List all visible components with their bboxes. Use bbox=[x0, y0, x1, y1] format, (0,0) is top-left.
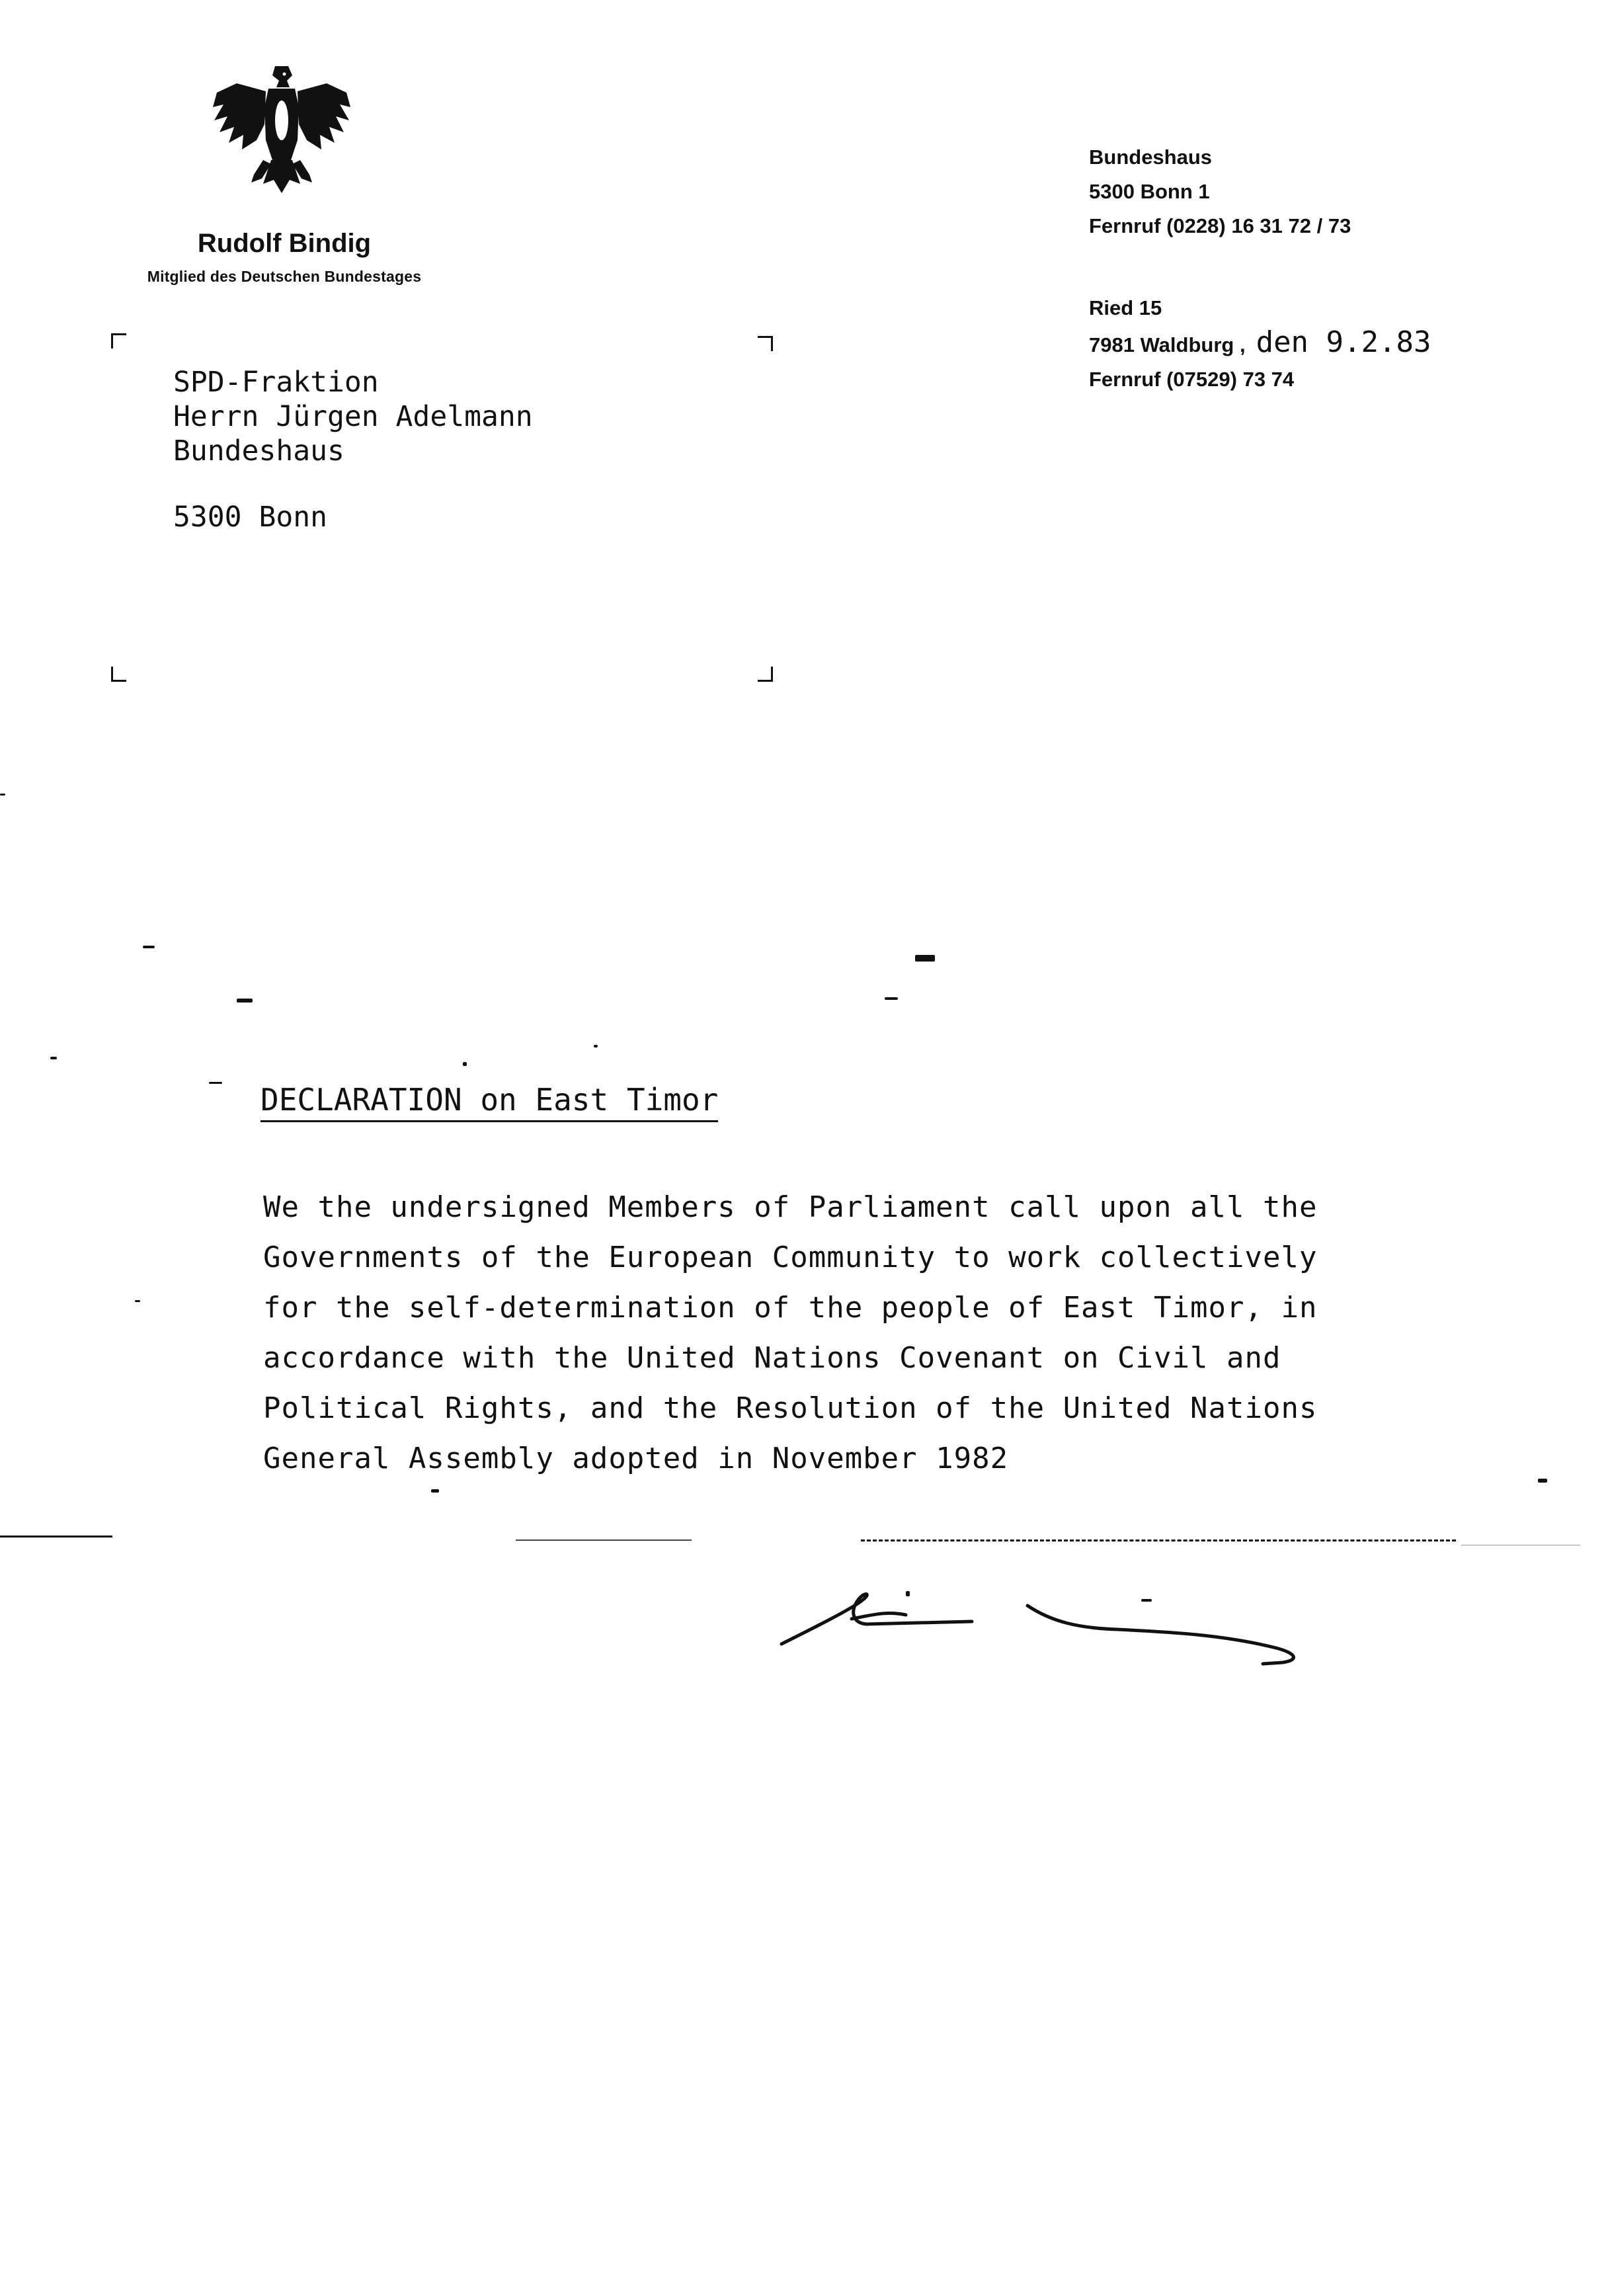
declaration-line: General Assembly adopted in November 1982 bbox=[263, 1442, 1009, 1475]
recipient-address bbox=[173, 365, 533, 534]
scan-speck bbox=[0, 794, 5, 796]
letter-date: den 9.2.83 bbox=[1256, 325, 1431, 359]
address-window-corner bbox=[758, 667, 773, 682]
scan-speck bbox=[237, 999, 253, 1003]
declaration-line: We the undersigned Members of Parliament call upon all the bbox=[263, 1190, 1318, 1224]
office-building: Bundeshaus bbox=[1089, 145, 1213, 169]
federal-eagle-icon bbox=[210, 61, 353, 200]
scan-speck bbox=[209, 1082, 222, 1084]
office-phone: Fernruf (0228) 16 31 72 / 73 bbox=[1089, 214, 1351, 237]
recipient-line: SPD-Fraktion bbox=[173, 366, 379, 399]
recipient-city: 5300 Bonn bbox=[173, 501, 327, 534]
recipient-line: Herrn Jürgen Adelmann bbox=[173, 400, 533, 433]
recipient-line: Bundeshaus bbox=[173, 434, 344, 468]
signature-line bbox=[861, 1539, 1456, 1541]
scan-speck bbox=[431, 1489, 439, 1493]
home-phone: Fernruf (07529) 73 74 bbox=[1089, 368, 1295, 391]
address-window-corner bbox=[111, 667, 126, 682]
address-window-corner bbox=[758, 336, 773, 351]
scan-speck bbox=[135, 1300, 140, 1302]
declaration-line: Political Rights, and the Resolution of the United Nations bbox=[263, 1391, 1318, 1425]
scan-speck bbox=[143, 946, 155, 948]
sender-name: Rudolf Bindig bbox=[197, 229, 372, 258]
home-city-date-line bbox=[1089, 325, 1431, 362]
declaration-line: for the self-determination of the people of East Timor, in bbox=[263, 1291, 1318, 1325]
divider-line bbox=[516, 1539, 692, 1541]
office-city: 5300 Bonn 1 bbox=[1089, 180, 1210, 203]
address-window-corner bbox=[111, 333, 126, 348]
declaration-line: accordance with the United Nations Covenant on Civil and bbox=[263, 1341, 1281, 1375]
home-address bbox=[1089, 291, 1431, 397]
declaration-title: DECLARATION on East Timor bbox=[261, 1082, 718, 1122]
declaration-line: Governments of the European Community to work collectively bbox=[263, 1241, 1318, 1274]
office-address bbox=[1089, 140, 1351, 243]
divider-line bbox=[0, 1536, 112, 1538]
declaration-body bbox=[263, 1182, 1546, 1484]
handwritten-signature bbox=[774, 1582, 1316, 1674]
home-city: 7981 Waldburg , bbox=[1089, 333, 1246, 356]
scan-speck bbox=[50, 1057, 57, 1059]
scan-speck bbox=[1538, 1479, 1547, 1483]
scan-speck bbox=[463, 1062, 467, 1066]
sender-role: Mitglied des Deutschen Bundestages bbox=[147, 268, 422, 285]
home-street: Ried 15 bbox=[1089, 296, 1162, 319]
scan-speck bbox=[594, 1045, 598, 1047]
scan-speck bbox=[885, 997, 898, 1000]
scan-speck bbox=[915, 955, 935, 962]
